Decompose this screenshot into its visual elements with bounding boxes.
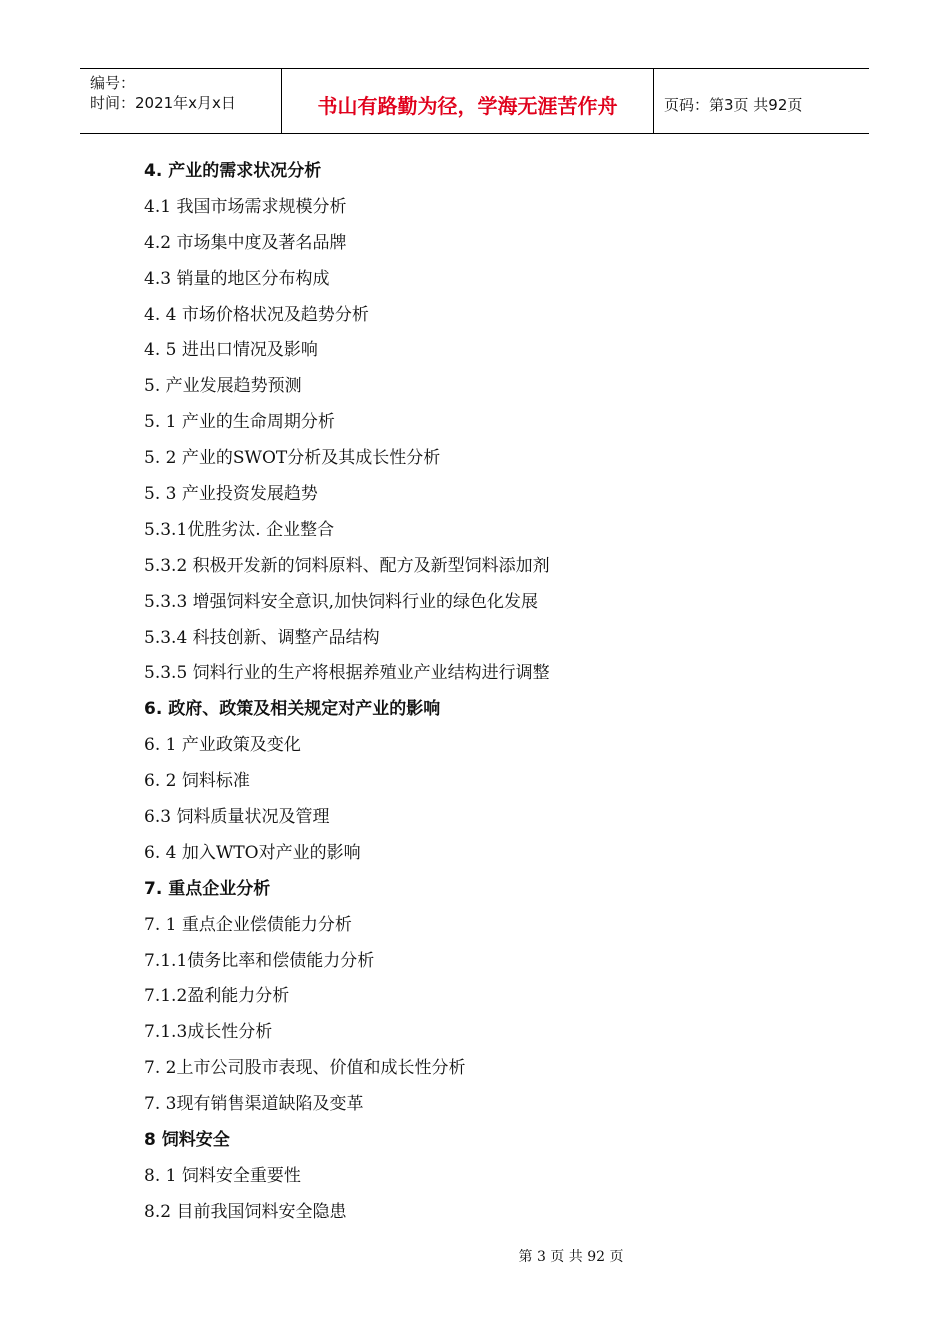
toc-heading: 8 饲料安全 <box>144 1130 230 1151</box>
toc-item: 5.3.1优胜劣汰. 企业整合 <box>144 519 335 540</box>
toc-item: 4. 5 进出口情况及影响 <box>144 340 318 361</box>
page-info: 页码：第3页 共92页 <box>664 95 803 114</box>
toc-item: 5.3.5 饲料行业的生产将根据养殖业产业结构进行调整 <box>144 663 550 684</box>
toc-item: 5. 产业发展趋势预测 <box>144 376 302 397</box>
toc-item: 8.2 目前我国饲料安全隐患 <box>144 1201 347 1222</box>
page-header <box>80 68 869 134</box>
toc-item: 5. 2 产业的SWOT分析及其成长性分析 <box>144 448 441 469</box>
toc-heading: 7. 重点企业分析 <box>144 878 271 899</box>
toc-item: 6. 2 饲料标准 <box>144 771 250 792</box>
toc-item: 4.2 市场集中度及著名品牌 <box>144 232 347 253</box>
toc-item: 6.3 饲料质量状况及管理 <box>144 807 330 828</box>
toc-item: 6. 1 产业政策及变化 <box>144 735 301 756</box>
toc-item: 8. 1 饲料安全重要性 <box>144 1165 301 1186</box>
toc-item: 7. 1 重点企业偿债能力分析 <box>144 914 352 935</box>
toc-item: 6. 4 加入WTO对产业的影响 <box>144 842 361 863</box>
toc-item: 7. 2上市公司股市表现、价值和成长性分析 <box>144 1058 466 1079</box>
footer-page-number: 第 3 页 共 92 页 <box>518 1249 624 1265</box>
motto-text: 书山有路勤为径，学海无涯苦作舟 <box>317 93 618 118</box>
page-footer <box>0 1246 950 1266</box>
table-of-contents <box>144 154 844 1231</box>
toc-item: 4. 4 市场价格状况及趋势分析 <box>144 304 369 325</box>
toc-item: 7.1.1债务比率和偿债能力分析 <box>144 950 375 971</box>
toc-heading: 6. 政府、政策及相关规定对产业的影响 <box>144 699 441 720</box>
toc-item: 5. 1 产业的生命周期分析 <box>144 412 335 433</box>
header-motto-cell <box>282 69 654 133</box>
header-meta-cell <box>80 69 282 133</box>
toc-item: 5.3.4 科技创新、调整产品结构 <box>144 627 380 648</box>
toc-item: 7.1.3成长性分析 <box>144 1022 273 1043</box>
serial-label: 编号： <box>90 74 136 92</box>
toc-item: 4.3 销量的地区分布构成 <box>144 268 330 289</box>
toc-heading: 4. 产业的需求状况分析 <box>144 161 322 181</box>
toc-item: 5. 3 产业投资发展趋势 <box>144 484 318 505</box>
header-page-cell <box>654 69 869 133</box>
toc-item: 7.1.2盈利能力分析 <box>144 986 290 1007</box>
toc-item: 4.1 我国市场需求规模分析 <box>144 196 347 217</box>
time-label: 时间：2021年x月x日 <box>90 94 236 112</box>
toc-item: 7. 3现有销售渠道缺陷及变革 <box>144 1094 364 1115</box>
toc-item: 5.3.2 积极开发新的饲料原料、配方及新型饲料添加剂 <box>144 555 550 576</box>
toc-item: 5.3.3 增强饲料安全意识,加快饲料行业的绿色化发展 <box>144 591 539 612</box>
